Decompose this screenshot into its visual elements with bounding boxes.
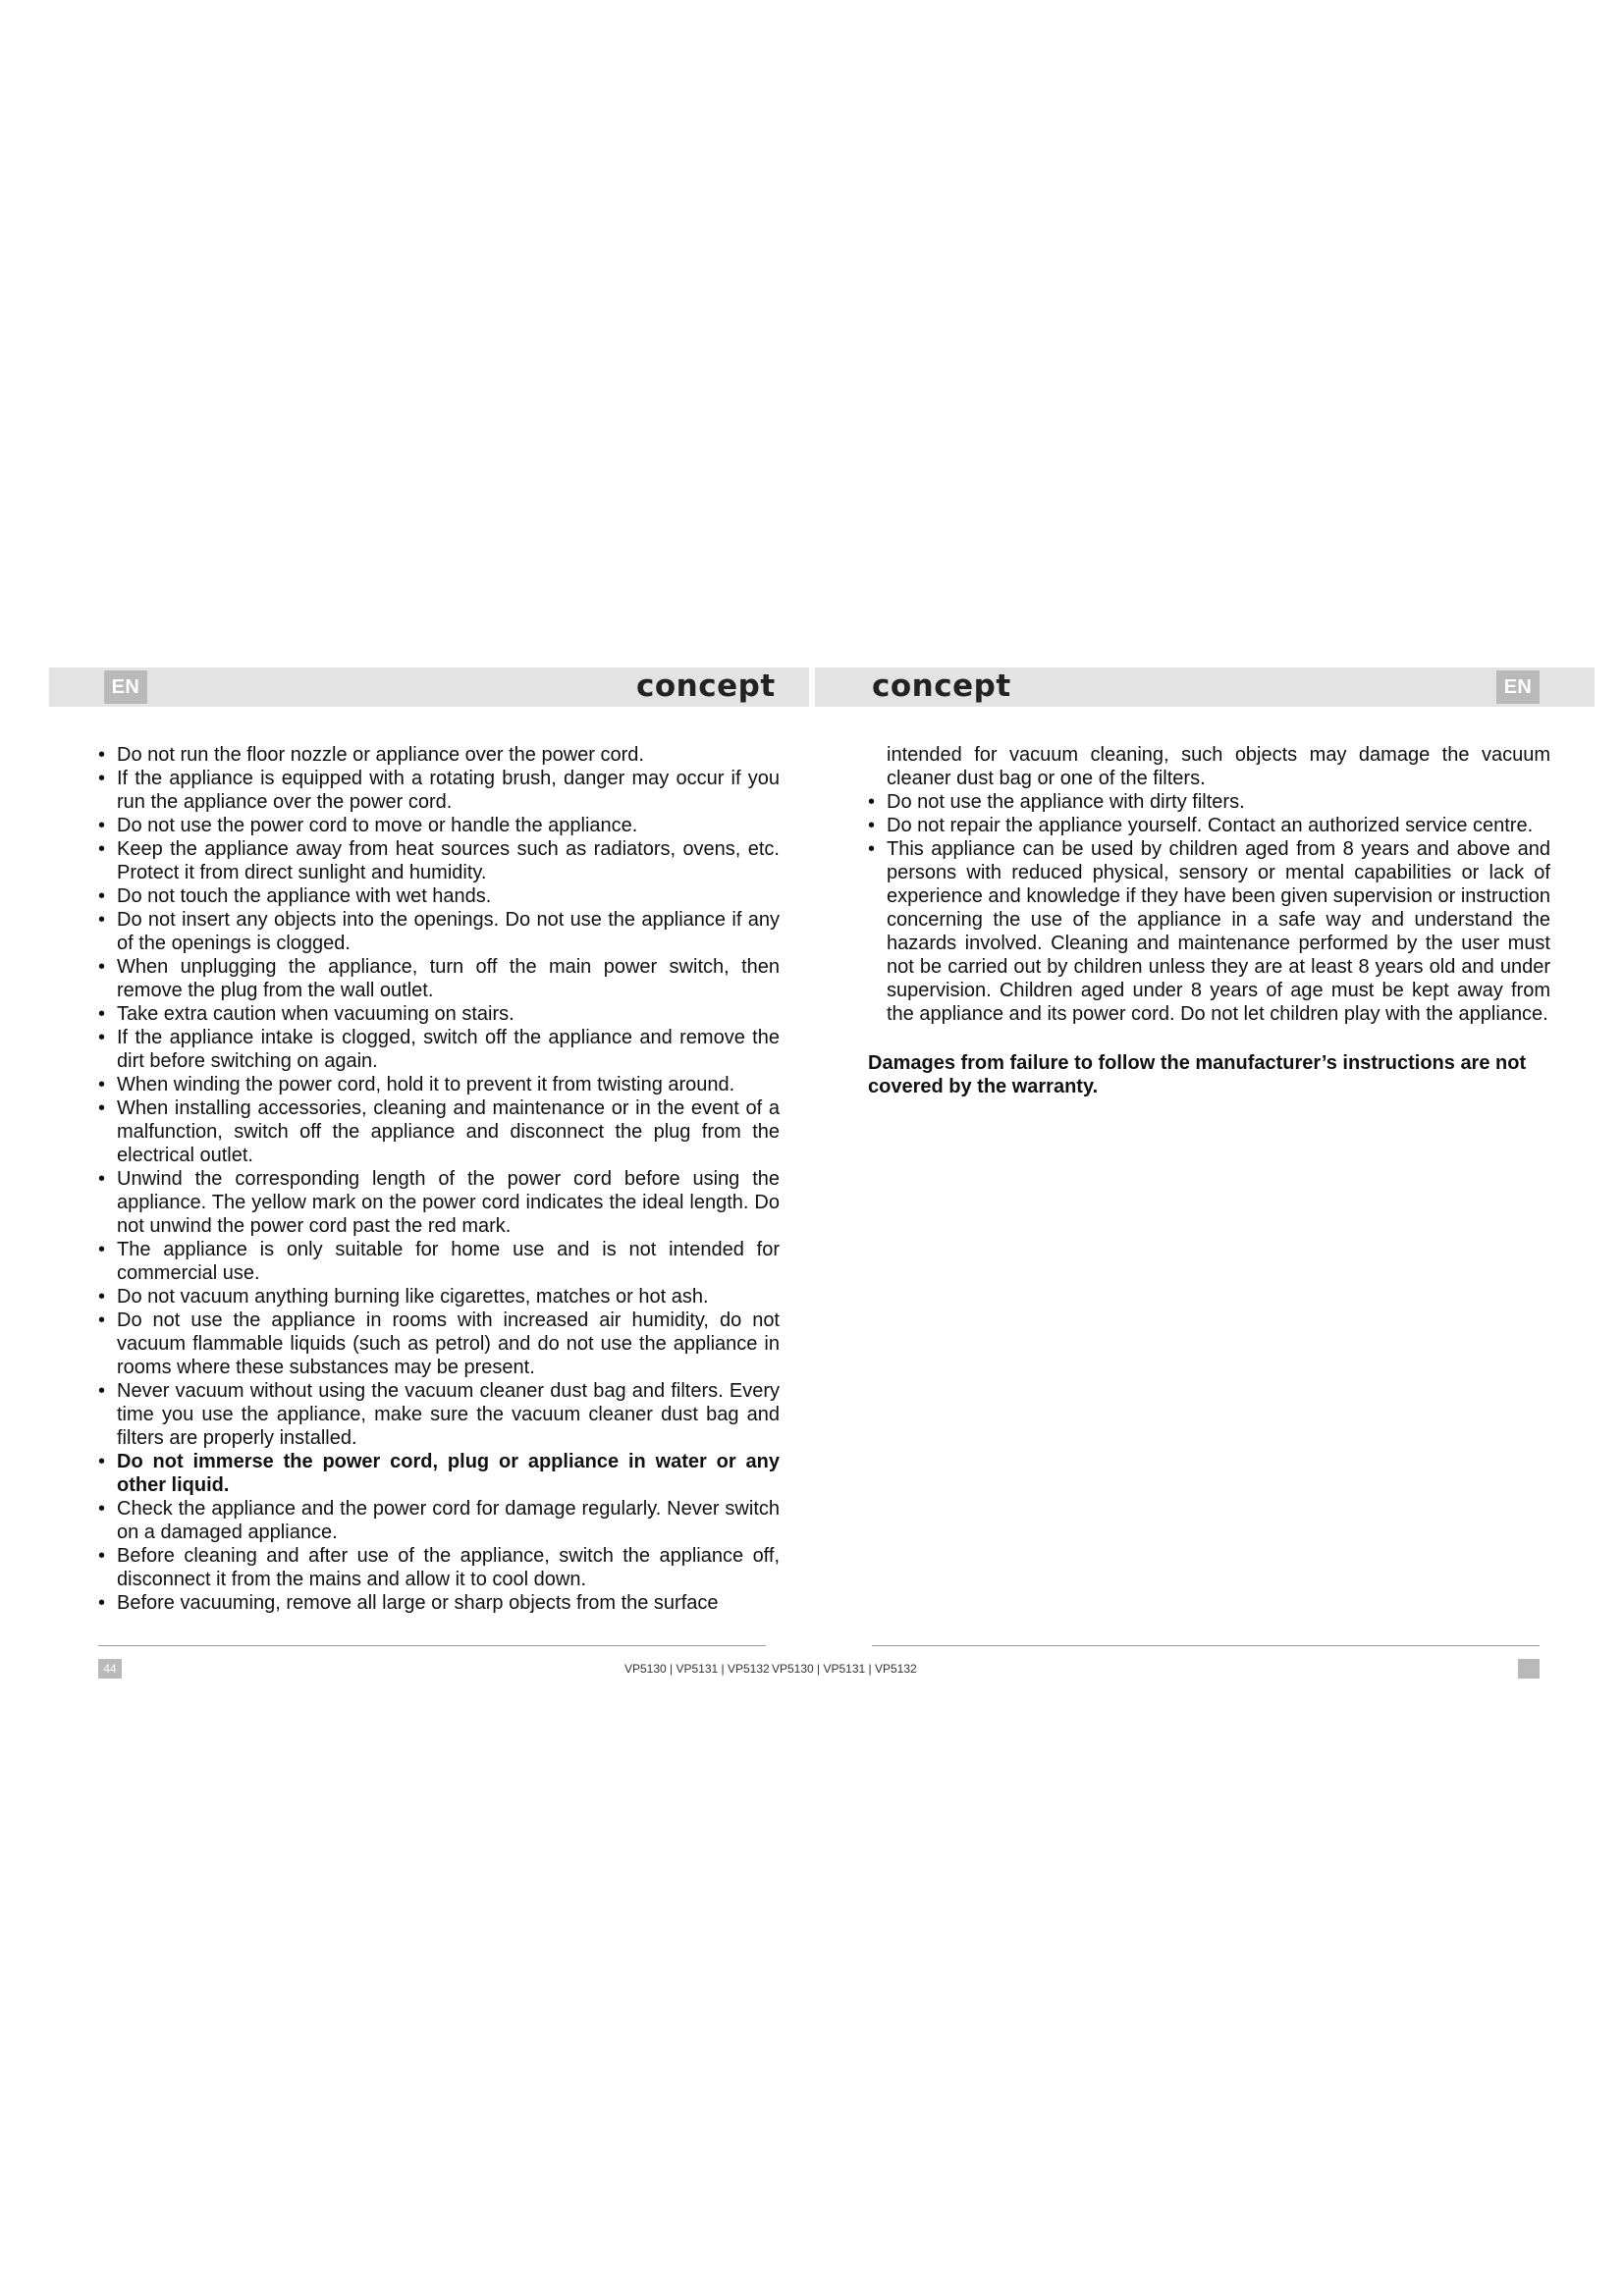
instruction-left-item: • Take extra caution when vacuuming on stairs. xyxy=(98,1002,780,1026)
instruction-left-item: • When winding the power cord, hold it to prevent it from twisting around. xyxy=(98,1073,780,1096)
right-page-column xyxy=(868,743,1550,1098)
warranty-note: Damages from failure to follow the manufacturer’s instructions are not covered by the warranty. xyxy=(868,1052,1527,1097)
left-page-column xyxy=(98,743,780,1615)
safety-instructions-list-left xyxy=(98,743,780,1615)
instruction-left-item: • If the appliance intake is clogged, switch off the appliance and remove the dirt before switching on again. xyxy=(98,1026,780,1073)
instruction-left-item: • When unplugging the appliance, turn off the main power switch, then remove the plug from the wall outlet. xyxy=(98,955,780,1002)
header-bar-left xyxy=(49,667,809,707)
header-bar-right xyxy=(815,667,1595,707)
page-marker-right xyxy=(1518,1659,1540,1679)
instruction-left-item: • If the appliance is equipped with a rotating brush, danger may occur if you run the appliance over the power cord. xyxy=(98,767,780,814)
instruction-left-item: • Do not run the floor nozzle or appliance over the power cord. xyxy=(98,743,780,767)
continued-text: intended for vacuum cleaning, such objects may damage the vacuum cleaner dust bag or one of the filters. xyxy=(887,744,1550,789)
brand-logo-right: concept xyxy=(872,668,1011,704)
instruction-left-item: • Do not touch the appliance with wet hands. xyxy=(98,884,780,908)
language-badge-right: EN xyxy=(1496,670,1540,704)
page-number: 44 xyxy=(98,1659,122,1679)
instruction-left-item: • Do not vacuum anything burning like cigarettes, matches or hot ash. xyxy=(98,1285,780,1308)
brand-logo-left: concept xyxy=(636,668,776,704)
instruction-left-item: • Do not use the appliance in rooms with increased air humidity, do not vacuum flammable liquids (such as petrol) and do not use the appliance in rooms where these substances may be present. xyxy=(98,1308,780,1379)
instruction-left-item: • The appliance is only suitable for home use and is not intended for commercial use. xyxy=(98,1238,780,1285)
instruction-right-item: • This appliance can be used by children aged from 8 years and above and persons with reduced physical, sensory or mental capabilities or lack of experience and knowledge if they have been given supervision or instruction concerning the use of the appliance in a safe way and understand the hazards involved. Cleaning and maintenance performed by the user must not be carried out by children unless they are at least 8 years old and under supervision. Children aged under 8 years of age must be kept away from the appliance and its power cord. Do not let children play with the appliance. xyxy=(868,837,1550,1026)
instruction-left-item: • Before cleaning and after use of the appliance, switch the appliance off, disconnect it from the mains and allow it to cool down. xyxy=(98,1544,780,1591)
instruction-left-item: • Do not insert any objects into the openings. Do not use the appliance if any of the openings is clogged. xyxy=(98,908,780,955)
model-numbers-right: VP5130 | VP5131 | VP5132 xyxy=(772,1662,917,1676)
instruction-right-item: • Do not repair the appliance yourself. Contact an authorized service centre. xyxy=(868,814,1550,837)
instruction-left-item: • Before vacuuming, remove all large or sharp objects from the surface xyxy=(98,1591,780,1615)
footer-divider-right xyxy=(872,1645,1540,1646)
instruction-left-item: • Do not immerse the power cord, plug or appliance in water or any other liquid. xyxy=(98,1450,780,1497)
language-badge-left: EN xyxy=(104,670,147,704)
instruction-left-item: • Never vacuum without using the vacuum cleaner dust bag and filters. Every time you use the appliance, make sure the vacuum cleaner dust bag and filters are properly installed. xyxy=(98,1379,780,1450)
instruction-right-item: • Do not use the appliance with dirty filters. xyxy=(868,790,1550,814)
instruction-left-item: • Keep the appliance away from heat sources such as radiators, ovens, etc. Protect it from direct sunlight and humidity. xyxy=(98,837,780,884)
footer-divider-left xyxy=(98,1645,766,1646)
instruction-left-item: • Unwind the corresponding length of the power cord before using the appliance. The yellow mark on the power cord indicates the ideal length. Do not unwind the power cord past the red mark. xyxy=(98,1167,780,1238)
instruction-left-item: • Do not use the power cord to move or handle the appliance. xyxy=(98,814,780,837)
model-numbers-left: VP5130 | VP5131 | VP5132 xyxy=(624,1662,770,1676)
safety-instructions-list-right xyxy=(868,790,1550,1026)
instruction-left-item: • When installing accessories, cleaning and maintenance or in the event of a malfunction, switch off the appliance and disconnect the plug from the electrical outlet. xyxy=(98,1096,780,1167)
instruction-left-item: • Check the appliance and the power cord for damage regularly. Never switch on a damaged appliance. xyxy=(98,1497,780,1544)
